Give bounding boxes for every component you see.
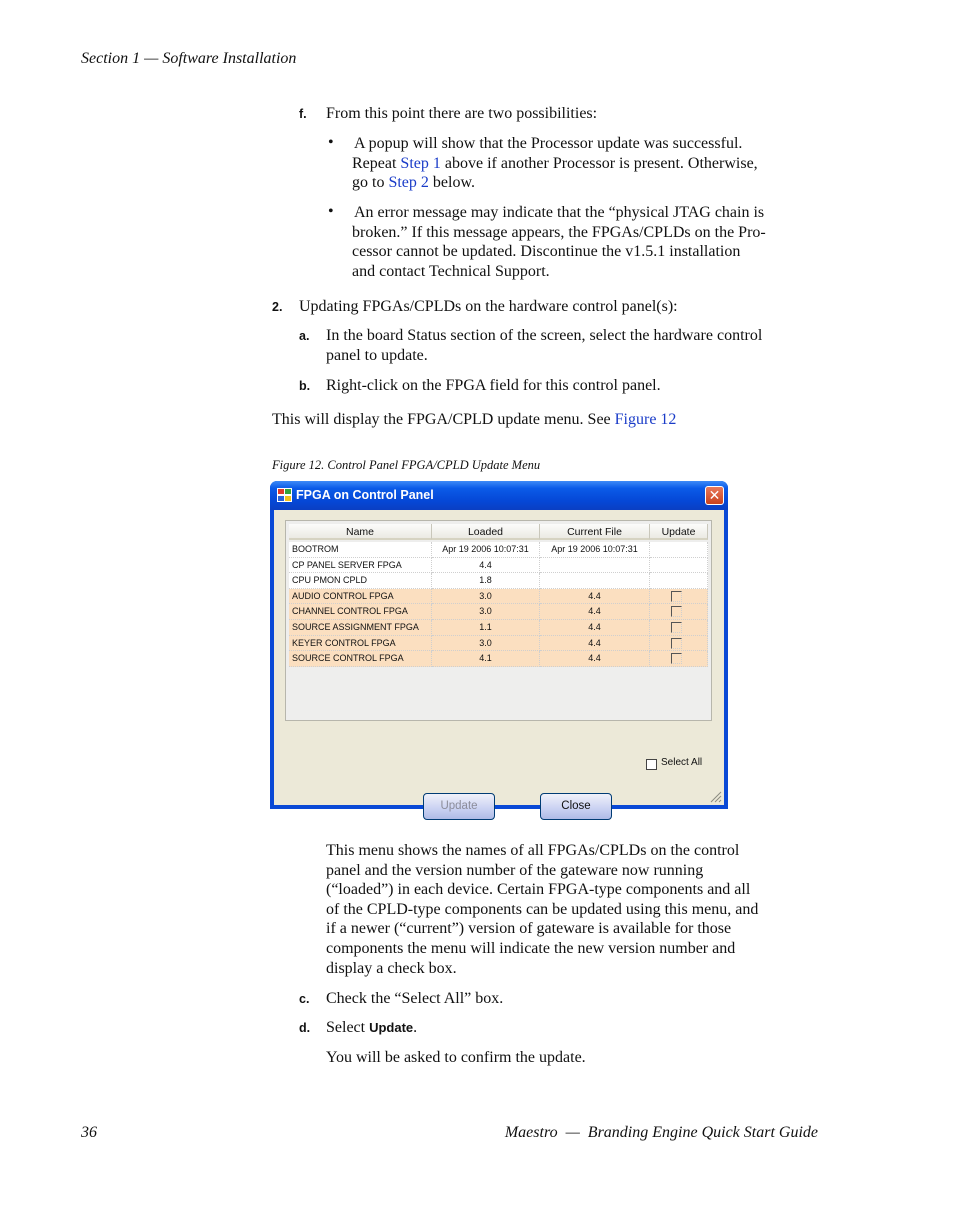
dialog-client-area [274, 510, 724, 812]
cell-current-file: 4.4 [540, 589, 650, 605]
update-checkbox[interactable] [671, 591, 682, 602]
close-button[interactable]: Close [540, 793, 612, 820]
description-line: display a check box. [326, 959, 457, 977]
description-line: components the menu will indicate the new version number and [326, 939, 736, 957]
menu-description [326, 841, 826, 978]
cell-current-file [540, 558, 650, 574]
table-row[interactable] [289, 604, 708, 620]
cell-current-file: Apr 19 2006 10:07:31 [540, 542, 650, 558]
cell-name: AUDIO CONTROL FPGA [289, 589, 432, 605]
running-header: Section 1 — Software Installation [81, 50, 297, 67]
cell-current-file [540, 573, 650, 589]
step-a-line: In the board Status section of the screen, select the hardware control [326, 327, 763, 344]
cell-update [650, 620, 708, 636]
confirm-note: You will be asked to confirm the update. [326, 1049, 586, 1066]
cell-name: SOURCE ASSIGNMENT FPGA [289, 620, 432, 636]
figure-caption: Figure 12. Control Panel FPGA/CPLD Update Menu [272, 458, 541, 472]
update-checkbox[interactable] [671, 622, 682, 633]
update-checkbox[interactable] [671, 653, 682, 664]
table-row[interactable] [289, 558, 708, 574]
description-line: if a newer (“current”) version of gateware is available for those [326, 920, 732, 938]
step-c-label: c. [299, 992, 310, 1006]
step-b-text: Right-click on the FPGA field for this control panel. [326, 377, 661, 394]
cell-name: SOURCE CONTROL FPGA [289, 651, 432, 667]
cell-loaded: 3.0 [432, 589, 540, 605]
cell-update [650, 651, 708, 667]
step-2-text: Updating FPGAs/CPLDs on the hardware control panel(s): [299, 298, 678, 315]
cell-loaded: Apr 19 2006 10:07:31 [432, 542, 540, 558]
bullet-1-line-1: A popup will show that the Processor update was successful. [354, 135, 743, 152]
cell-loaded: 3.0 [432, 604, 540, 620]
page-number: 36 [81, 1124, 97, 1141]
update-checkbox[interactable] [671, 638, 682, 649]
bullet-2-line: An error message may indicate that the “physical JTAG chain is [354, 204, 765, 221]
cell-name: CP PANEL SERVER FPGA [289, 558, 432, 574]
description-line: of the CPLD-type components can be updated using this menu, and [326, 900, 759, 918]
cell-name: CPU PMON CPLD [289, 573, 432, 589]
step-a-text [326, 326, 826, 365]
description-line: panel and the version number of the gateware now running [326, 861, 704, 879]
table-row[interactable] [289, 542, 708, 558]
cell-update [650, 573, 708, 589]
step-d-text [326, 1018, 417, 1038]
cell-current-file: 4.4 [540, 604, 650, 620]
step-2-link[interactable]: Step 2 [388, 174, 429, 192]
cell-loaded: 3.0 [432, 636, 540, 652]
bullet-2-line: broken.” If this message appears, the FPGAs/CPLDs on the Pro- [352, 223, 766, 241]
display-note [272, 410, 676, 430]
column-header-loaded[interactable]: Loaded [432, 524, 540, 540]
cell-loaded: 1.8 [432, 573, 540, 589]
dialog-title: FPGA on Control Panel [296, 488, 434, 502]
fpga-grid[interactable] [285, 520, 712, 721]
step-a-line: panel to update. [326, 346, 428, 364]
cell-name: BOOTROM [289, 542, 432, 558]
update-button[interactable]: Update [423, 793, 495, 820]
close-icon[interactable]: ✕ [705, 486, 724, 505]
step-2-label: 2. [272, 300, 283, 314]
step-a-label: a. [299, 329, 310, 343]
update-keyword: Update [369, 1020, 414, 1035]
cell-loaded: 4.1 [432, 651, 540, 667]
cell-update [650, 558, 708, 574]
window-icon [277, 488, 292, 502]
step-d-label: d. [299, 1021, 311, 1035]
cell-current-file: 4.4 [540, 636, 650, 652]
bullet-1 [352, 134, 822, 193]
bullet-2 [352, 203, 822, 281]
fpga-dialog-window [270, 481, 728, 812]
table-row[interactable] [289, 620, 708, 636]
description-line: This menu shows the names of all FPGAs/CPLDs on the control [326, 842, 740, 859]
bullet-2-line: and contact Technical Support. [352, 262, 550, 280]
text-span: above if another Processor is present. Otherwise, [440, 154, 758, 172]
step-f-text: From this point there are two possibilities: [326, 105, 598, 122]
table-row[interactable] [289, 589, 708, 605]
cell-loaded: 1.1 [432, 620, 540, 636]
cell-current-file: 4.4 [540, 651, 650, 667]
step-1-link[interactable]: Step 1 [400, 154, 441, 172]
text-span: . [413, 1019, 418, 1036]
bullet-2-line: cessor cannot be updated. Discontinue the v1.5.1 installation [352, 243, 741, 261]
step-b-label: b. [299, 379, 311, 393]
figure-12-link[interactable]: Figure 12 [614, 411, 677, 428]
cell-update [650, 589, 708, 605]
table-row[interactable] [289, 651, 708, 667]
table-row[interactable] [289, 573, 708, 589]
bullet-1-line-3 [352, 173, 822, 193]
cell-current-file: 4.4 [540, 620, 650, 636]
step-c-text: Check the “Select All” box. [326, 990, 504, 1007]
step-f-label: f. [299, 107, 307, 121]
column-header-name[interactable]: Name [289, 524, 432, 540]
grid-header [289, 524, 708, 540]
text-span: Repeat [352, 154, 401, 172]
select-all-label[interactable]: Select All [661, 757, 703, 768]
update-checkbox[interactable] [671, 606, 682, 617]
description-line: (“loaded”) in each device. Certain FPGA-type components and all [326, 881, 751, 899]
text-span: go to [352, 174, 389, 192]
dialog-title-bar[interactable] [270, 481, 728, 510]
cell-loaded: 4.4 [432, 558, 540, 574]
cell-update [650, 604, 708, 620]
bullet-marker: • [328, 203, 334, 220]
text-span: below. [428, 174, 475, 192]
cell-name: KEYER CONTROL FPGA [289, 636, 432, 652]
text-span: This will display the FPGA/CPLD update menu. See [272, 411, 615, 428]
footer-title: Maestro — Branding Engine Quick Start Guide [504, 1124, 818, 1141]
bullet-marker: • [328, 134, 334, 151]
text-span: Select [326, 1019, 370, 1036]
cell-update [650, 542, 708, 558]
cell-update [650, 636, 708, 652]
select-all-checkbox[interactable] [646, 759, 657, 770]
cell-name: CHANNEL CONTROL FPGA [289, 604, 432, 620]
resize-grip-icon[interactable] [710, 791, 722, 803]
column-header-update[interactable]: Update [650, 524, 708, 540]
bullet-1-line-2 [352, 154, 822, 174]
table-row[interactable] [289, 636, 708, 652]
column-header-current-file[interactable]: Current File [540, 524, 650, 540]
